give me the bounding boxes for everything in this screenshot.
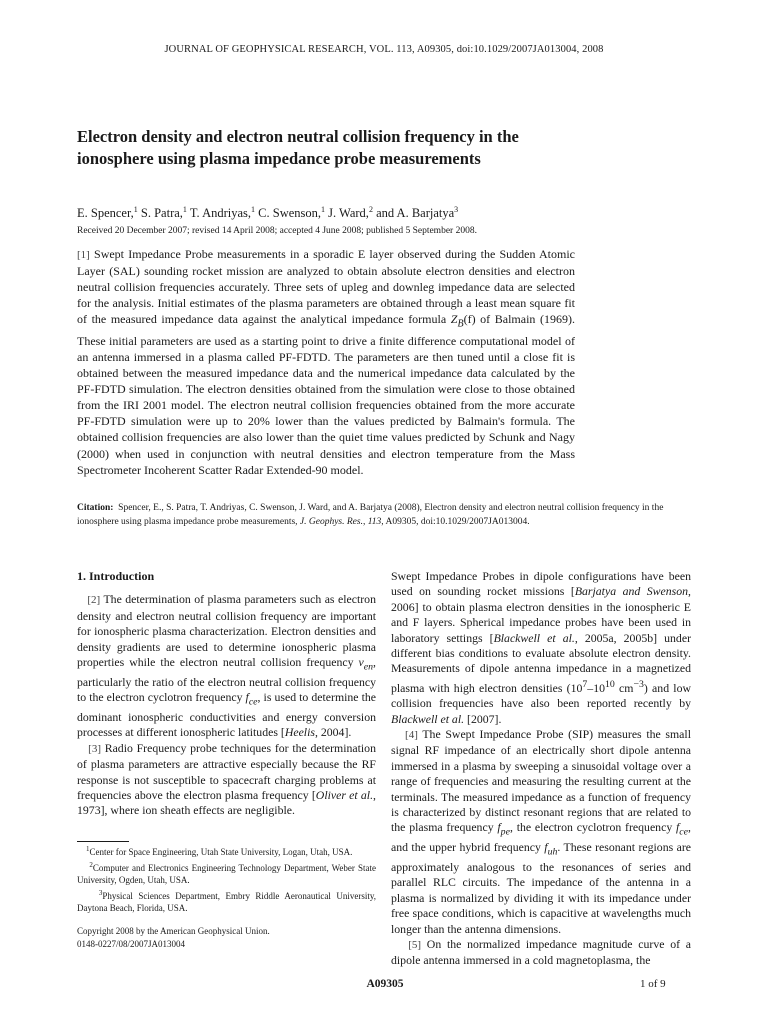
footnote-mark: 1 <box>86 845 90 853</box>
formula-subscript: B <box>457 318 464 330</box>
symbol: ν <box>358 655 364 670</box>
symbol-subscript: pe <box>500 826 510 838</box>
symbol: f <box>245 690 249 705</box>
right-column <box>391 569 691 969</box>
citation-text: , <box>362 517 368 528</box>
author: S. Patra, <box>140 206 183 221</box>
paragraph-text: cm <box>614 680 634 695</box>
citation-block <box>77 501 691 530</box>
issn-line: 0148-0227/08/2007JA013004 <box>77 938 185 949</box>
paragraph-text: , 2004]. <box>314 725 352 740</box>
paragraph-text: , 2006] to obtain plasma electron densities in the ionospheric E and F layers. Spherical impedance probes have been used in laboratory settings [ <box>391 584 691 645</box>
article-id-footer: A09305 <box>366 978 404 990</box>
paragraph-text: On the normalized impedance magnitude curve of a dipole antenna immersed in a cold magnetoplasma, the <box>391 936 692 968</box>
left-column <box>77 569 376 819</box>
paragraph-number: [3] <box>88 742 101 755</box>
abstract-text-part: Swept Impedance Probe measurements in a sporadic E layer observed during the Sudden Atomic Layer (SAL) sounding rocket mission are analyzed to obtain absolute electron densities and electron neutral collision frequencies accurately. Three sets of upleg and downleg impedance data are selected for the analysis. Initial estimates of the plasma parameters are obtained through a least mean square fit of the measured impedance data against the analytical impedance formula <box>77 247 575 327</box>
author: and A. Barjatya <box>376 206 455 221</box>
formula-symbol: Z <box>450 312 458 327</box>
reference: Barjatya and Swenson <box>574 584 689 599</box>
affiliation-mark: 1 <box>251 205 256 214</box>
affiliation-mark: 1 <box>182 205 187 214</box>
footnote-mark: 2 <box>89 860 93 869</box>
received-dates: Received 20 December 2007; revised 14 April 2008; accepted 4 June 2008; published 5 September 2008. <box>77 226 477 236</box>
symbol: f <box>676 820 680 835</box>
reference: Oliver et al. <box>315 788 374 802</box>
citation-volume: 113 <box>367 517 382 528</box>
author: C. Swenson, <box>258 206 322 221</box>
paragraph-text: , the electron cyclotron frequency <box>509 820 677 835</box>
formula-argument: (f) <box>463 312 476 327</box>
footnote-text: Computer and Electronics Engineering Technology Department, Weber State University, Ogden, Utah, USA. <box>77 862 377 885</box>
symbol-subscript: uh <box>547 846 558 858</box>
exponent: 7 <box>582 678 588 690</box>
paragraph-text: Swept Impedance Probes in dipole configurations have been used on sounding rocket missions [ <box>391 569 691 599</box>
symbol: f <box>497 820 501 835</box>
author: J. Ward, <box>328 206 369 221</box>
footnotes <box>77 843 376 915</box>
paragraph-number: [2] <box>87 594 101 607</box>
citation-text: , A09305, doi:10.1029/2007JA013004. <box>381 517 530 528</box>
paragraph-text: , 2005a, 2005b] under different bias conditions to evaluate absolute electron density. Measurements of dipole antenna impedance in a magnetized plasma with high electron densities (10 <box>391 630 691 695</box>
footnote-divider <box>77 841 129 842</box>
paragraph-text: , 1973], where ion sheath effects are negligible. <box>77 788 376 818</box>
reference: Blackwell et al. <box>493 630 575 645</box>
paragraph-text: , particularly the ratio of the electron neutral collision frequency to the electron cyclotron frequency <box>77 655 376 705</box>
footnote-text: Physical Sciences Department, Embry Riddle Aeronautical University, Daytona Beach, Florida, USA. <box>77 890 376 913</box>
affiliation-mark: 3 <box>454 205 459 214</box>
reference: Blackwell et al. <box>391 711 465 726</box>
citation-label: Citation: <box>77 503 114 513</box>
abstract <box>77 246 575 478</box>
copyright-notice <box>77 925 376 950</box>
paragraph <box>391 937 691 969</box>
affiliation-mark: 1 <box>133 205 138 214</box>
section-heading: 1. Introduction <box>77 569 155 583</box>
exponent: 10 <box>605 678 615 690</box>
paragraph-text: Radio Frequency probe techniques for the determination of plasma parameters are attractive especially because the RF response is not susceptible to spacecraft charging problems at frequencies above the electron plasma frequency [ <box>77 740 376 802</box>
paragraph-text: [2007]. <box>464 711 502 726</box>
affiliation-mark: 2 <box>368 205 373 214</box>
page-number: 1 of 9 <box>640 978 666 990</box>
article-title: Electron density and electron neutral collision frequency in the ionosphere using plasma impedance probe measurements <box>77 127 519 168</box>
footnote <box>77 887 376 915</box>
symbol-subscript: ce <box>248 696 258 708</box>
paragraph <box>77 592 376 740</box>
exponent: −3 <box>633 678 644 690</box>
citation-text: Spencer, E., S. Patra, T. Andriyas, C. Swenson, J. Ward, and A. Barjatya (2008), Electron density and electron neutral collision frequency in the ionosphere using plasma impedance probe measurements, <box>77 503 664 528</box>
reference: Heelis <box>284 725 315 740</box>
paragraph <box>391 727 691 937</box>
author-list <box>77 205 458 221</box>
abstract-text-part: of Balmain (1969). These initial parameters are used as a starting point to drive a finite difference computational model of an antenna immersed in a plasma called PF-FDTD. The parameters are then tuned until a close fit is obtained between the measured impedance data and the numerical impedance data calculated by the PF-FDTD simulation. The electron densities obtained from the simulation were close to those obtained from the IRI 2001 model. The electron neutral collision frequencies obtained from the more accurate PF-FDTD simulation were up to 20% lower than the values predicted by Balmain's formula. The obtained collision frequencies are also lower than the quiet time values predicted by Schunk and Nagy (2000) when used in conjunction with neutral densities and electron temperature from the Mass Spectrometer Incoherent Scatter Radar Extended-90 model. <box>77 312 576 477</box>
author: T. Andriyas, <box>189 206 252 221</box>
paragraph-number: [1] <box>77 249 90 261</box>
copyright-line: Copyright 2008 by the American Geophysical Union. <box>77 926 270 936</box>
footnote-text: Center for Space Engineering, Utah State University, Logan, Utah, USA. <box>89 847 353 857</box>
paragraph <box>77 741 376 819</box>
symbol: f <box>544 840 548 855</box>
paragraph-text: , is used to determine the dominant ionospheric conductivities and energy conversion processes at different ionospheric latitudes [ <box>77 690 376 740</box>
symbol-subscript: ce <box>679 826 689 838</box>
affiliation-mark: 1 <box>321 205 326 214</box>
symbol-subscript: en <box>363 661 374 673</box>
paragraph-text: . These resonant regions are approximately analogous to the resonances of series and parallel RLC circuits. The impedance of the antenna in a plasma is normalized by dividing it with its impedance under free space conditions, which is capacitive at wavelengths much longer than the antenna dimensions. <box>391 840 691 936</box>
paragraph-text: , and the upper hybrid frequency <box>391 820 691 855</box>
paragraph-text: The determination of plasma parameters such as electron density and electron neutral collision frequency are important for ionospheric plasma characterization. Electron densities and density gradients are used to determine ionospheric plasma properties while the electron neutral collision frequency <box>77 592 376 670</box>
journal-header: JOURNAL OF GEOPHYSICAL RESEARCH, VOL. 113, A09305, doi:10.1029/2007JA013004, 2008 <box>164 44 604 55</box>
footnote <box>77 859 376 887</box>
paragraph-text: ) and low collision frequencies have also been reported recently by <box>391 680 691 711</box>
paragraph-number: [5] <box>408 938 422 951</box>
paragraph-text: –10 <box>587 680 605 695</box>
footnote-mark: 3 <box>98 888 103 897</box>
footnote <box>77 843 376 859</box>
paragraph-text: The Swept Impedance Probe (SIP) measures the small signal RF impedance of an electrically short dipole antenna immersed in a plasma by sweeping a sinusoidal voltage over a range of frequencies and measuring the resulting current at the terminals. The measured impedance as a function of frequency is characterized by distinct resonant regions that are related to the plasma frequency <box>391 726 691 835</box>
author: E. Spencer, <box>77 206 134 221</box>
citation-journal: J. Geophys. Res. <box>299 517 363 528</box>
paragraph-number: [4] <box>405 728 418 741</box>
paragraph <box>391 569 691 727</box>
